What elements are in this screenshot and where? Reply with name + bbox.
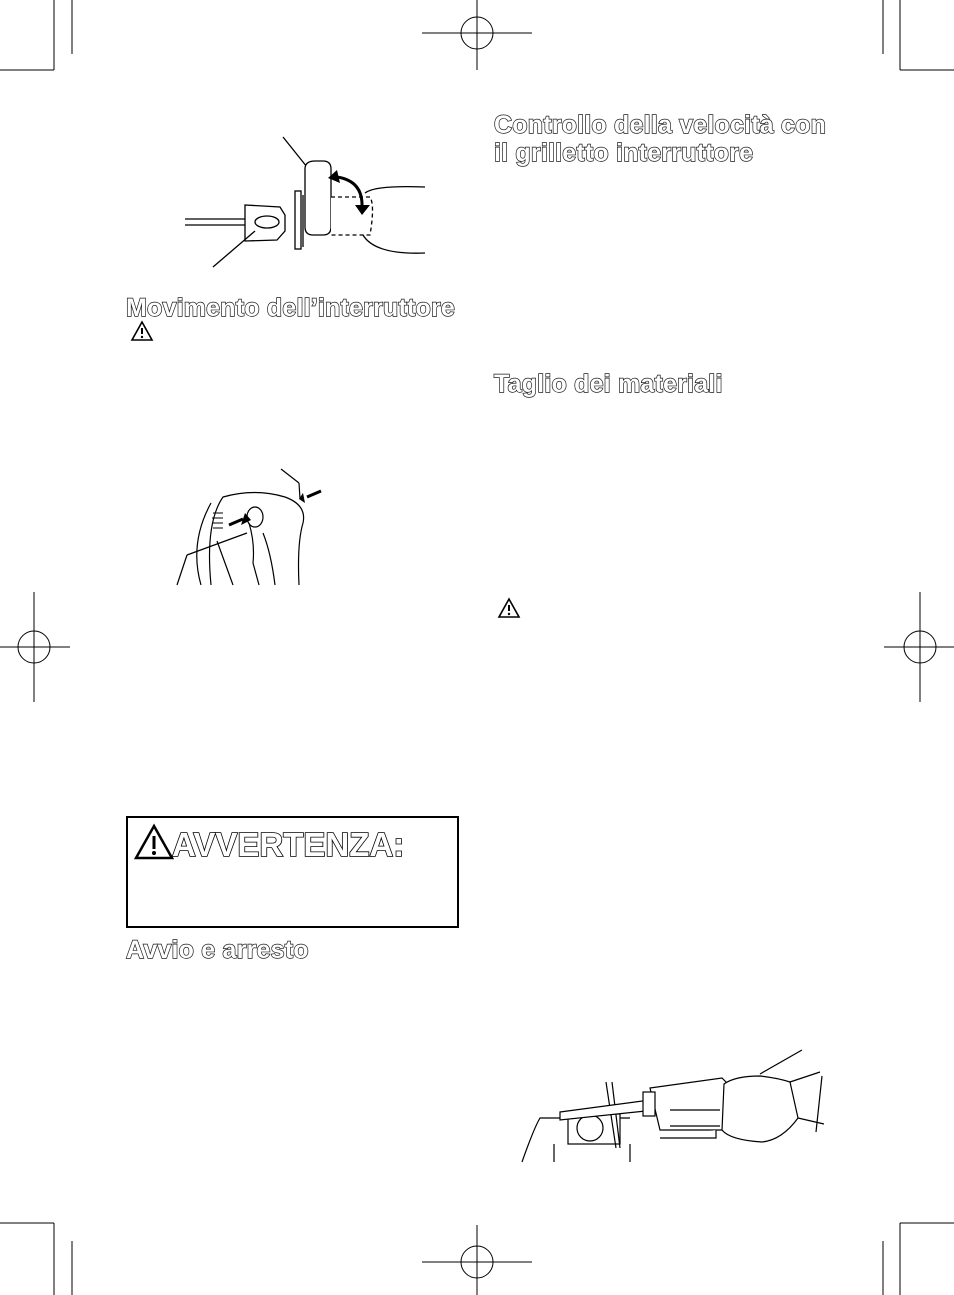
registration-mark-icon xyxy=(0,592,70,702)
warning-box xyxy=(126,816,459,928)
heading-speed-control-line2: il grilletto interruttore xyxy=(494,139,754,167)
heading-speed-control-line1: Controllo della velocità con xyxy=(494,111,827,139)
heading-switch-movement: Movimento dell’interruttore xyxy=(126,294,456,322)
warning-title: AVVERTENZA: xyxy=(172,826,405,863)
warning-triangle-icon xyxy=(131,321,153,341)
heading-start-stop: Avvio e arresto xyxy=(126,936,309,964)
registration-mark-icon xyxy=(422,0,532,70)
registration-mark-icon xyxy=(884,592,954,702)
warning-triangle-icon xyxy=(134,824,174,860)
switch-illustration xyxy=(175,463,335,588)
warning-triangle-icon xyxy=(498,598,520,618)
registration-mark-icon xyxy=(422,1225,532,1295)
cutting-illustration xyxy=(520,1048,830,1168)
lever-illustration xyxy=(185,135,435,275)
heading-cutting: Taglio dei materiali xyxy=(494,370,723,398)
